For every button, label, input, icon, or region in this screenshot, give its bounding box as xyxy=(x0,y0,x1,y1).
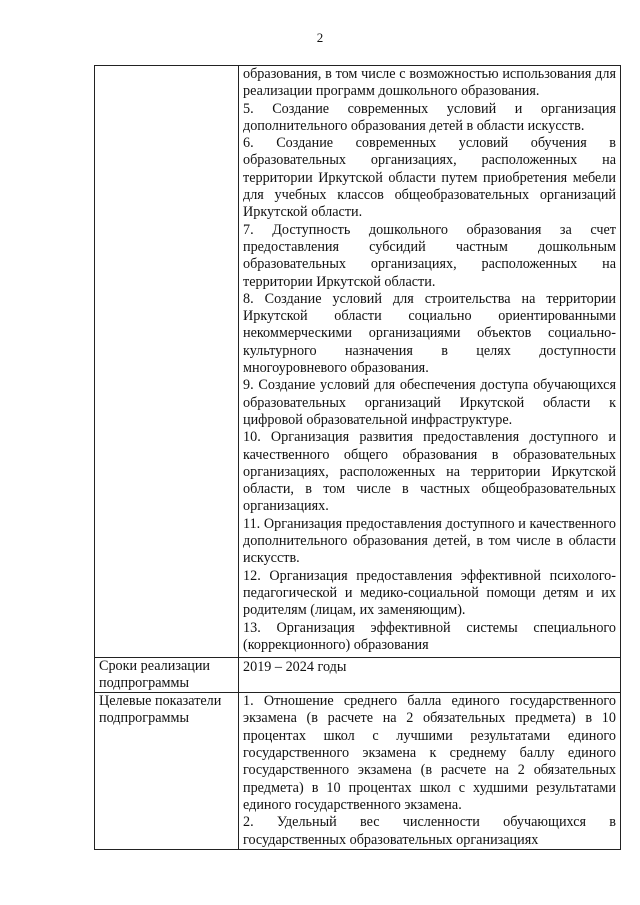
period-label-cell xyxy=(95,657,239,693)
indicators-label: Целевые показатели подпрограммы xyxy=(99,693,222,727)
page-number: 2 xyxy=(316,30,324,45)
task-item: 12. Организация предоставления эффективной психолого-педагогической и медико-социальной помощи детям и их родителям (лицам, их заменяющим). xyxy=(243,567,616,619)
tasks-content-cell xyxy=(239,66,621,658)
table-row-tasks xyxy=(95,66,621,658)
indicators-content-cell xyxy=(239,693,621,850)
indicator-item: 2. Удельный вес численности обучающихся в государственных образовательных организациях xyxy=(243,814,616,848)
task-item: 13. Организация эффективной системы специального (коррекционного) образования xyxy=(243,619,616,653)
table-row-period xyxy=(95,657,621,693)
passport-table xyxy=(94,65,621,850)
task-item: 9. Создание условий для обеспечения доступа обучающихся образовательных организаций Иркутской области к цифровой образовательной инфраструктуре. xyxy=(243,377,616,428)
period-label: Сроки реализации подпрограммы xyxy=(99,657,211,691)
period-value-cell xyxy=(239,657,621,693)
indicators-label-cell xyxy=(95,693,239,850)
task-item: 7. Доступность дошкольного образования за счет предоставления субсидий частным дошкольным образовательных организациях, расположенных на территории Иркутской области. xyxy=(243,221,616,290)
table-row-indicators xyxy=(95,693,621,850)
task-item: 6. Создание современных условий обучения в образовательных организациях, расположенных на территории Иркутской области путем приобретения мебели для учебных классов общеобразовательных организаций Иркутской области. xyxy=(243,135,616,221)
task-item: образования, в том числе с возможностью использования для реализации программ дошкольного образования. xyxy=(243,66,616,100)
tasks-label-cell xyxy=(95,66,239,658)
indicator-item: 1. Отношение среднего балла единого государственного экзамена (в расчете на 2 обязательных предмета) в 10 процентах школ с лучшими результатами единого государственного экзамена к среднему баллу единого государственного экзамена (в расчете на 2 обязательных предмета) в 10 процентах школ с худшими результатами единого государственного экзамена. xyxy=(243,693,616,813)
period-value: 2019 – 2024 годы xyxy=(243,658,347,675)
task-item: 11. Организация предоставления доступного и качественного дополнительного образования детей, в том числе в области искусств. xyxy=(243,515,616,567)
task-item: 8. Создание условий для строительства на территории Иркутской области социально ориентированными некоммерческими организациями объектов социально-культурного назначения в целях доступности многоуровневого образования. xyxy=(243,290,616,377)
task-item: 10. Организация развития предоставления доступного и качественного общего образования в образовательных организациях, расположенных на территории Иркутской области, в том числе в частных общеобразовательных организациях. xyxy=(243,429,616,515)
task-item: 5. Создание современных условий и организация дополнительного образования детей в области искусств. xyxy=(243,100,616,134)
